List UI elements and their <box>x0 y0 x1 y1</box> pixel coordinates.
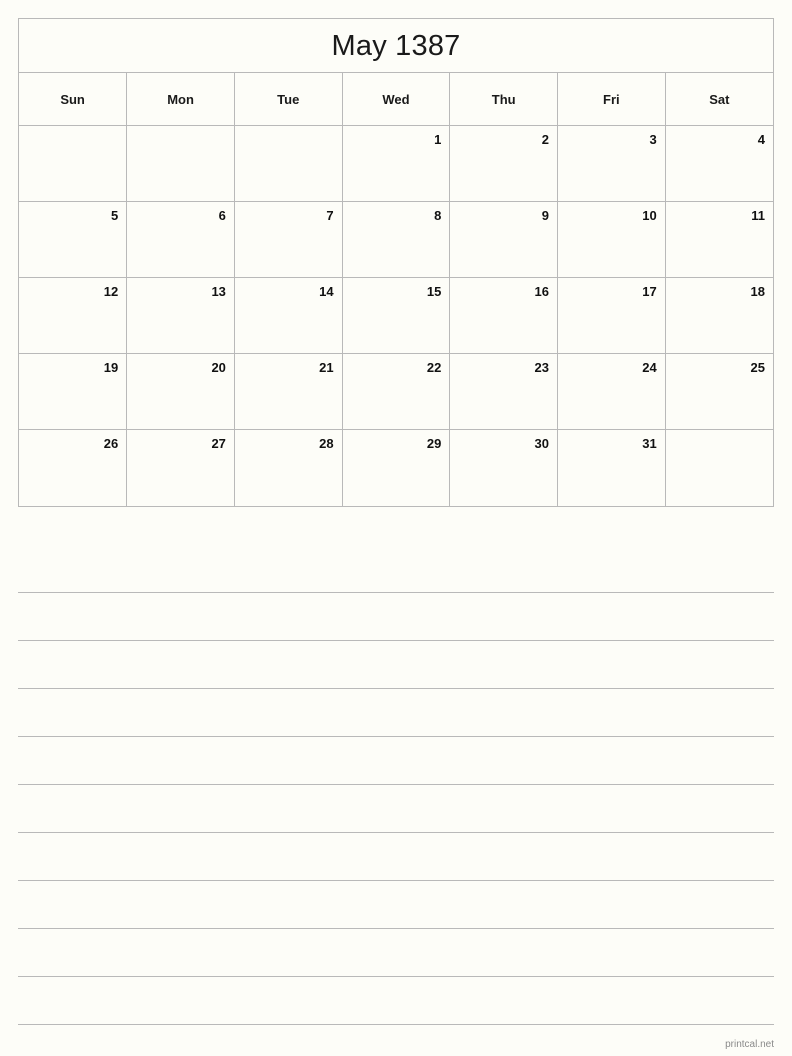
weekday-header-mon: Mon <box>127 73 235 126</box>
day-cell: 27 <box>127 430 235 506</box>
note-line <box>18 881 774 929</box>
day-cell: 12 <box>19 278 127 354</box>
day-cell: 13 <box>127 278 235 354</box>
note-line <box>18 689 774 737</box>
note-line <box>18 833 774 881</box>
day-cell <box>665 430 773 506</box>
note-line <box>18 785 774 833</box>
note-line <box>18 737 774 785</box>
day-cell: 26 <box>19 430 127 506</box>
note-line <box>18 545 774 593</box>
calendar-title: May 1387 <box>19 19 773 73</box>
day-cell <box>234 126 342 202</box>
weekday-header-wed: Wed <box>342 73 450 126</box>
day-cell: 29 <box>342 430 450 506</box>
day-cell: 17 <box>558 278 666 354</box>
day-cell: 31 <box>558 430 666 506</box>
day-cell: 30 <box>450 430 558 506</box>
footer-source-label: printcal.net <box>725 1039 774 1050</box>
day-cell: 9 <box>450 202 558 278</box>
day-cell: 19 <box>19 354 127 430</box>
weekday-header-sat: Sat <box>665 73 773 126</box>
weekday-header-thu: Thu <box>450 73 558 126</box>
calendar-week-row <box>19 126 773 202</box>
day-cell: 16 <box>450 278 558 354</box>
day-cell: 21 <box>234 354 342 430</box>
day-cell <box>19 126 127 202</box>
day-cell <box>127 126 235 202</box>
day-cell: 1 <box>342 126 450 202</box>
day-cell: 5 <box>19 202 127 278</box>
calendar-week-row <box>19 278 773 354</box>
day-cell: 22 <box>342 354 450 430</box>
day-cell: 20 <box>127 354 235 430</box>
weekday-header-fri: Fri <box>558 73 666 126</box>
day-cell: 14 <box>234 278 342 354</box>
day-cell: 10 <box>558 202 666 278</box>
weekday-header-row <box>19 73 773 126</box>
note-line <box>18 977 774 1025</box>
day-cell: 25 <box>665 354 773 430</box>
day-cell: 11 <box>665 202 773 278</box>
day-cell: 24 <box>558 354 666 430</box>
calendar-block <box>18 18 774 507</box>
day-cell: 8 <box>342 202 450 278</box>
day-cell: 15 <box>342 278 450 354</box>
note-line <box>18 641 774 689</box>
day-cell: 7 <box>234 202 342 278</box>
notes-area <box>18 545 774 1025</box>
day-cell: 23 <box>450 354 558 430</box>
note-line <box>18 593 774 641</box>
day-cell: 28 <box>234 430 342 506</box>
day-cell: 4 <box>665 126 773 202</box>
calendar-week-row <box>19 430 773 506</box>
calendar-week-row <box>19 354 773 430</box>
weekday-header-sun: Sun <box>19 73 127 126</box>
weekday-header-tue: Tue <box>234 73 342 126</box>
note-line <box>18 929 774 977</box>
calendar-week-row <box>19 202 773 278</box>
day-cell: 6 <box>127 202 235 278</box>
day-cell: 18 <box>665 278 773 354</box>
calendar-table <box>19 73 773 506</box>
day-cell: 2 <box>450 126 558 202</box>
day-cell: 3 <box>558 126 666 202</box>
